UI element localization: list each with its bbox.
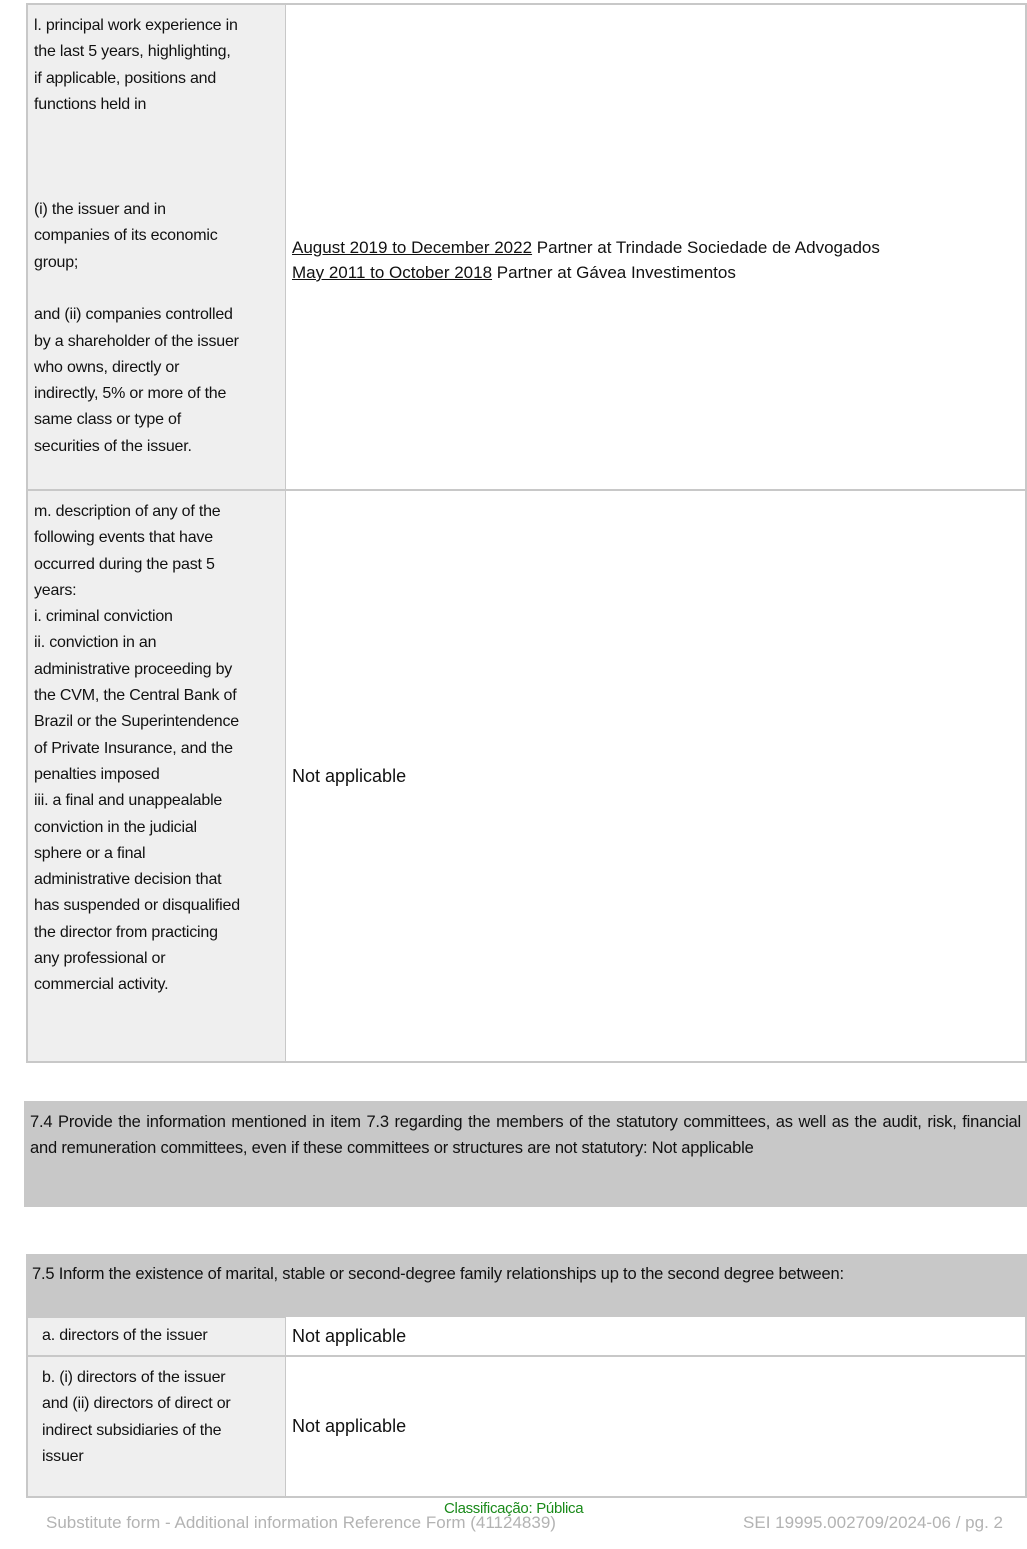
footer-page: SEI 19995.002709/2024-06 / pg. 2 [743, 1513, 1003, 1532]
work-entry [292, 235, 1025, 260]
work-period: August 2019 to December 2022 [292, 238, 533, 257]
row-m-value [286, 489, 1027, 1063]
row-m-label: m. description of any of the following events that have occurred during the past 5 years: i. criminal conviction ii. conviction in an administrative proceeding by the CVM, the Central Bank of Brazil or the Superintendence of Private Insurance, and the penalties imposed iii. a final and unappealable conviction in the judicial sphere or a final administrative decision that has suspended or disqualified the director from practicing any professional or commercial activity. [26, 489, 287, 1063]
row-b-text: Not applicable [292, 1416, 407, 1436]
row-m-text: Not applicable [292, 765, 407, 786]
row-l-value [286, 3, 1027, 491]
classification-label: Classificação: Pública [444, 1500, 584, 1517]
row-a-value [286, 1316, 1027, 1357]
work-role: Partner at Gávea Investimentos [492, 263, 736, 282]
row-a-text: Not applicable [292, 1325, 407, 1346]
work-role: Partner at Trindade Sociedade de Advogados [532, 238, 880, 257]
row-b-value [286, 1355, 1027, 1498]
row-b-label: b. (i) directors of the issuer and (ii) directors of direct or indirect subsidiaries of the issuer [26, 1355, 287, 1498]
work-entry [292, 260, 1025, 285]
row-a-label: a. directors of the issuer [26, 1316, 287, 1357]
section-7-5-heading: 7.5 Inform the existence of marital, stable or second-degree family relationships up to the second degree between: [26, 1254, 1027, 1316]
footer-left: Substitute form - Additional information Reference Form (41124839) [46, 1513, 556, 1532]
work-period: May 2011 to October 2018 [292, 263, 493, 282]
row-l-label: l. principal work experience in the last 5 years, highlighting, if applicable, positions and functions held in (i) the issuer and in companies of its economic group; and (ii) companies controlled by a shareholder of the issuer who owns, directly or indirectly, 5% or more of the same class or type of securities of the issuer. [26, 3, 287, 491]
section-7-4: 7.4 Provide the information mentioned in item 7.3 regarding the members of the statutory committees, as well as the audit, risk, financial and remuneration committees, even if these committees or structures are not statutory: Not applicable [24, 1101, 1027, 1207]
